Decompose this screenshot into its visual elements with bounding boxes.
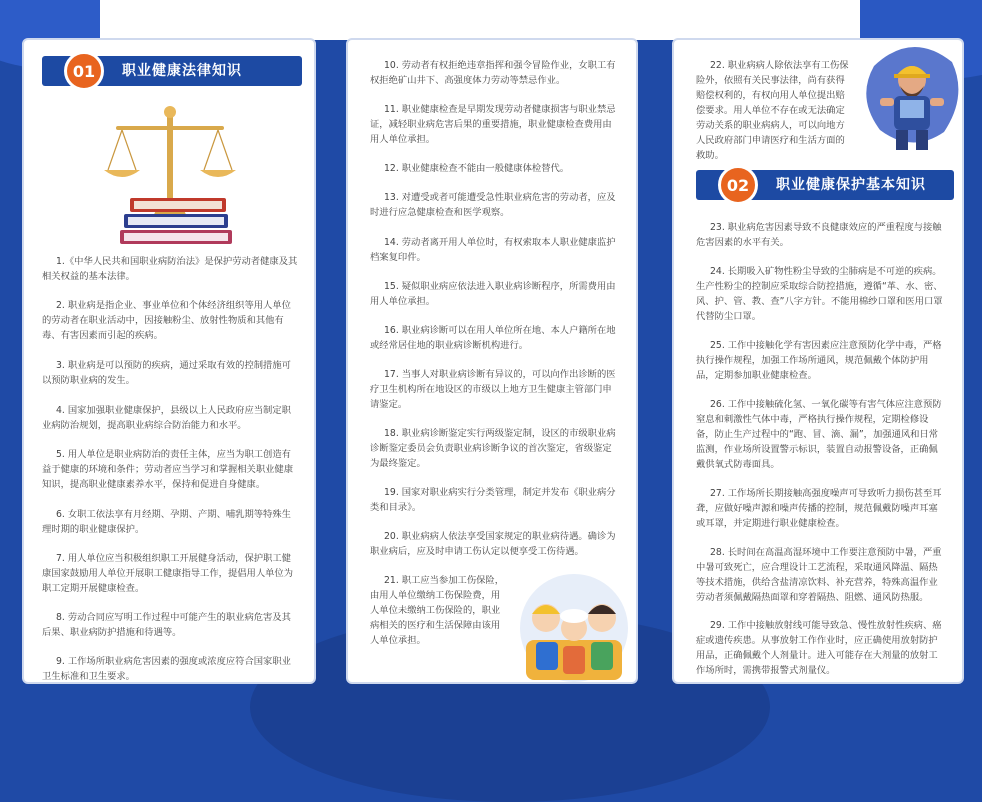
list-item: 28. 长时间在高温高湿环境中工作要注意预防中暑，严重中暑可致死亡，应合理设计工艺流程，采取通风降温、隔热等技术措施，供给含盐清凉饮料、补充营养，特殊高温作业劳动者须佩戴隔热面罩和穿着隔热、阻燃、通风防热服。	[696, 547, 942, 603]
section-title: 职业健康法律知识	[122, 63, 242, 79]
list-item: 9. 工作场所职业病危害因素的强度或浓度应符合国家职业卫生标准和卫生要求。	[42, 656, 291, 682]
list-item: 8. 劳动合同应写明工作过程中可能产生的职业病危害及其后果、职业病防护措施和待遇等。	[42, 612, 291, 638]
list-item: 24. 长期吸入矿物性粉尘导致的尘肺病是不可逆的疾病。生产性粉尘的控制应采取综合防控措施，遵循“革、水、密、风、护、管、教、查”八字方针。不能用棉纱口罩和医用口罩代替防尘口罩。	[696, 266, 943, 322]
list-item: 14. 劳动者离开用人单位时，有权索取本人职业健康监护档案复印件。	[370, 237, 616, 263]
section-title: 职业健康保护基本知识	[776, 177, 926, 193]
panel-protection-knowledge	[672, 38, 964, 684]
list-item: 4. 国家加强职业健康保护，县级以上人民政府应当制定职业病防治规划，提高职业病综合防治能力和水平。	[42, 405, 291, 431]
books-icon	[120, 198, 236, 250]
list-item: 23. 职业病危害因素导致不良健康效应的严重程度与接触危害因素的水平有关。	[696, 222, 942, 248]
list-item: 13. 对遭受或者可能遭受急性职业病危害的劳动者，应及时进行应急健康检查和医学观察。	[370, 192, 616, 218]
background-strip	[100, 0, 860, 40]
panel-legal-knowledge	[22, 38, 316, 684]
list-item: 18. 职业病诊断鉴定实行两级鉴定制，设区的市级职业病诊断鉴定委员会负责职业病诊断争议的首次鉴定，省级鉴定为最终鉴定。	[370, 428, 616, 469]
panel-legal-knowledge-continued	[346, 38, 638, 684]
list-item: 16. 职业病诊断可以在用人单位所在地、本人户籍所在地或经常居住地的职业病诊断机构进行。	[370, 325, 616, 351]
worker-with-helmet-icon	[860, 38, 964, 158]
list-item: 25. 工作中接触化学有害因素应注意预防化学中毒，严格执行操作规程，加强工作场所通风，规范佩戴个体防护用品，定期参加职业健康检查。	[696, 340, 942, 381]
list-item: 19. 国家对职业病实行分类管理，制定并发布《职业病分类和目录》。	[370, 487, 616, 513]
section-number: 01	[64, 51, 104, 91]
list-item: 5. 用人单位是职业病防治的责任主体，应当为职工创造有益于健康的环境和条件；劳动者应当学习和掌握相关职业健康知识，提高职业健康素养水平，保持和促进自身健康。	[42, 449, 294, 490]
list-item: 27. 工作场所长期接触高强度噪声可导致听力损伤甚至耳聋，应做好噪声源和噪声传播的控制，规范佩戴防噪声耳塞或耳罩，并定期进行职业健康检查。	[696, 488, 942, 529]
list-item: 2. 职业病是指企业、事业单位和个体经济组织等用人单位的劳动者在职业活动中，因接触粉尘、放射性物质和其他有毒、有害因素而引起的疾病。	[42, 300, 291, 341]
list-item: 29. 工作中接触放射线可能导致急、慢性放射性疾病、癌症或遗传疾患。从事放射工作作业时，应正确使用放射防护用品，正确佩戴个人剂量计。进入可能存在大剂量的放射工作场所时，需携带报警式剂量仪。	[696, 620, 942, 676]
list-item: 10. 劳动者有权拒绝违章指挥和强令冒险作业，女职工有权拒绝矿山井下、高强度体力劳动等禁忌作业。	[370, 60, 616, 86]
list-item: 15. 疑似职业病应依法进入职业病诊断程序，所需费用由用人单位承担。	[370, 281, 616, 307]
section-number: 02	[718, 165, 758, 205]
list-item: 6. 女职工依法享有月经期、孕期、产期、哺乳期等特殊生理时期的职业健康保护。	[42, 509, 291, 535]
list-item: 26. 工作中接触硫化氢、一氧化碳等有害气体应注意预防窒息和刺激性气体中毒，严格执行操作规程，定期检修设备，防止生产过程中的“跑、冒、滴、漏”，加强通风和日常监测，作业场所设置警示标识，装置自动报警设备，正确佩戴供氧式防毒面具。	[696, 399, 942, 470]
section-header-02	[696, 170, 954, 200]
list-item: 1.《中华人民共和国职业病防治法》是保护劳动者健康及其相关权益的基本法律。	[42, 256, 298, 282]
list-item: 20. 职业病病人依法享受国家规定的职业病待遇。确诊为职业病后，应及时申请工伤认定以便享受工伤待遇。	[370, 531, 616, 557]
list-item: 22. 职业病病人除依法享有工伤保险外，依照有关民事法律，尚有获得赔偿权利的，有权向用人单位提出赔偿要求。用人单位不存在或无法确定劳动关系的职业病病人，可以向地方人民政府部门申请医疗和生活方面的救助。	[696, 60, 849, 161]
list-item: 11. 职业健康检查是早期发现劳动者健康损害与职业禁忌证，减轻职业病危害后果的重要措施，职业健康检查费用由用人单位承担。	[370, 104, 616, 145]
list-item: 17. 当事人对职业病诊断有异议的，可以向作出诊断的医疗卫生机构所在地设区的市级以上地方卫生健康主管部门申请鉴定。	[370, 369, 616, 410]
list-item: 12. 职业健康检查不能由一般健康体检替代。	[384, 163, 570, 174]
section-header-01	[42, 56, 302, 86]
list-item: 3. 职业病是可以预防的疾病，通过采取有效的控制措施可以预防职业病的发生。	[42, 360, 291, 386]
workers-group-icon	[512, 566, 636, 684]
list-item: 7. 用人单位应当积极组织职工开展健身活动，保护职工健康国家鼓励用人单位开展职工健康指导工作，提倡用人单位为职工定期开展健康检查。	[42, 553, 294, 594]
list-item: 21. 职工应当参加工伤保险，由用人单位缴纳工伤保险费，用人单位未缴纳工伤保险的，职业病相关的医疗和生活保障由该用人单位承担。	[370, 575, 505, 646]
